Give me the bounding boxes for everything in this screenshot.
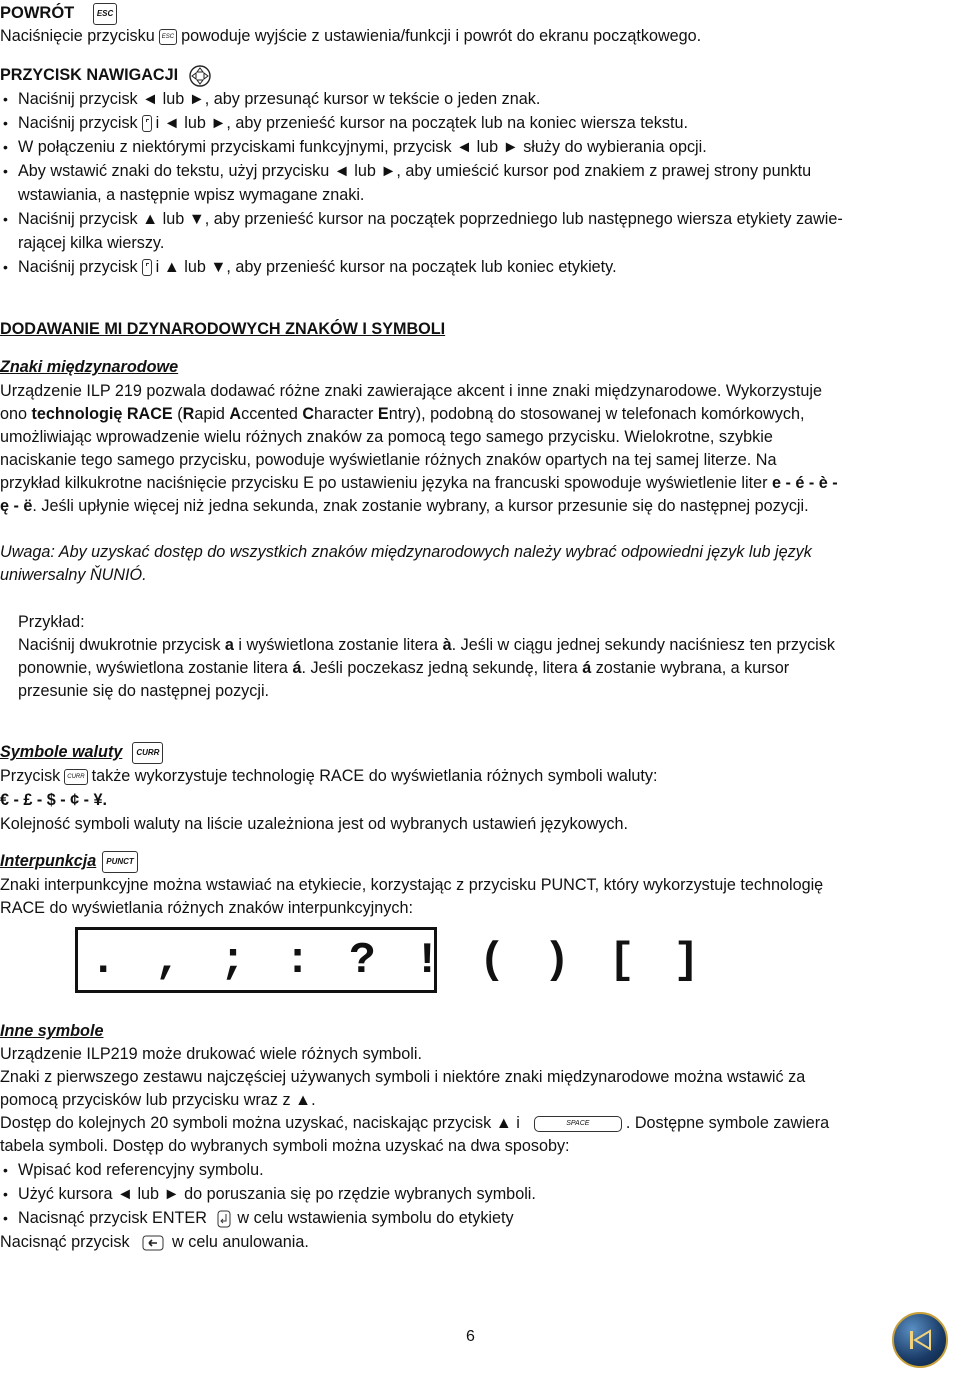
intl-p2-e: apid — [194, 405, 230, 423]
section-title-nav — [0, 64, 211, 87]
nav-bullet-5-cont: rającej kilka wierszy. — [18, 234, 165, 252]
symbols-b2-text: Użyć kursora ◄ lub ► do poruszania się po rzędzie wybranych symboli. — [18, 1185, 536, 1203]
symbols-line-2: Znaki z pierwszego zestawu najczęściej używanych symboli i niektóre znaki międzynarodowe można wstawić za — [0, 1068, 806, 1086]
intl-note-2: uniwersalny ŇUNIÓ. — [0, 566, 147, 584]
ex2-c: . Jeśli poczekasz jedną sekundę, litera — [301, 659, 583, 677]
intl-title: DODAWANIE MI DZYNARODOWYCH ZNAKÓW I SYMBOLI — [0, 320, 446, 338]
skip-back-icon — [906, 1326, 934, 1354]
punct-line-1: Znaki interpunkcyjne można wstawiać na etykiecie, korzystając z przycisku PUNCT, który wykorzystuje technologię — [0, 876, 824, 894]
intl-p2-g: ccented — [241, 405, 303, 423]
symbols-l6-b: w celu anulowania. — [172, 1233, 309, 1251]
punctuation-chars: . , ; : ? ! ( ) [ ] — [90, 936, 706, 986]
symbols-l4-b: . Dostępne symbole zawiera — [625, 1114, 830, 1132]
intl-p2-b: technologię RACE — [31, 405, 173, 423]
currency-title-row — [0, 741, 167, 764]
powrot-text-b: powoduje wyjście z ustawienia/funkcji i powrót do ekranu początkowego. — [181, 27, 702, 45]
symbols-b3-b: w celu wstawienia symbolu do etykiety — [237, 1209, 514, 1227]
ex1-c: i wyświetlona zostanie litera — [233, 636, 443, 654]
powrot-title: POWRÓT — [0, 4, 75, 22]
nav-bullet-2-text-a: Naciśnij przycisk — [18, 114, 138, 132]
shift-key-icon — [142, 259, 152, 276]
example-line-3: przesunie się do następnej pozycji. — [18, 682, 270, 700]
curr-key-icon: CURR — [132, 742, 163, 764]
example-line-2 — [18, 657, 789, 679]
nav-bullet-6-text-a: Naciśnij przycisk — [18, 258, 138, 276]
navigation-pad-icon — [189, 65, 211, 87]
nav-bullet-2: • Naciśnij przycisk i ◄ lub ►, aby przenieść kursor na początek lub na koniec wiersza tekstu. — [3, 114, 688, 132]
nav-bullet-4: • Aby wstawić znaki do tekstu, użyj przycisku ◄ lub ►, aby umieścić kursor pod znakiem z prawej strony punktu — [3, 162, 812, 180]
nav-bullet-5: • Naciśnij przycisk ▲ lub ▼, aby przenieść kursor na początek poprzedniego lub następnego wiersza etykiety zawie- — [3, 210, 843, 228]
intl-p2-c: ( — [172, 405, 183, 423]
symbols-b3-a: Nacisnąć przycisk ENTER — [18, 1209, 207, 1227]
punct-title-row — [0, 850, 142, 873]
punct-line-2: RACE do wyświetlania różnych znaków interpunkcyjnych: — [0, 899, 413, 917]
intl-p5 — [0, 472, 838, 494]
ex1-b: a — [224, 636, 234, 654]
currency-title: Symbole waluty — [0, 743, 123, 761]
ex1-e: . Jeśli w ciągu jednej sekundy naciśniesz ten przycisk — [451, 636, 835, 654]
nav-title: PRZYCISK NAWIGACJI — [0, 66, 179, 84]
nav-bullet-1: • Naciśnij przycisk ◄ lub ►, aby przesunąć kursor w tekście o jeden znak. — [3, 90, 541, 108]
punct-title: Interpunkcja — [0, 852, 97, 870]
ex2-a: ponownie, wyświetlona zostanie litera — [18, 659, 293, 677]
nav-bullet-1-text: Naciśnij przycisk ◄ lub ►, aby przesunąć kursor w tekście o jeden znak. — [18, 90, 541, 108]
intl-p5-b: e - é - è - — [771, 474, 838, 492]
punctuation-display — [75, 927, 706, 993]
nav-bullet-3-text: W połączeniu z niektórymi przyciskami funkcyjnymi, przycisk ◄ lub ► służy do wybierania opcji. — [18, 138, 707, 156]
esc-key-icon: ESC — [93, 3, 117, 25]
ex1-d: à — [442, 636, 452, 654]
intl-p4: naciskanie tego samego przycisku, powoduje wyświetlanie różnych znaków opartych na tej samej literze. Na — [0, 451, 777, 469]
intl-p2-k: ntry), podobną do stosowanej w telefonach komórkowych, — [388, 405, 805, 423]
delete-key-icon — [142, 1235, 164, 1251]
currency-l1-a: Przycisk — [0, 767, 61, 785]
space-key-icon: SPACE — [534, 1116, 622, 1132]
skip-back-button[interactable] — [892, 1312, 948, 1368]
intl-p1: Urządzenie ILP 219 pozwala dodawać różne znaki zawierające akcent i inne znaki międzynarodowe. Wykorzystuje — [0, 382, 822, 400]
symbols-line-6 — [0, 1231, 309, 1253]
intl-p5-a: przykład kilkukrotne naciśnięcie przycisku E po ustawieniu języka na francuski spowoduje wyświetlenie liter — [0, 474, 772, 492]
nav-bullet-6: • Naciśnij przycisk i ▲ lub ▼, aby przenieść kursor na początek lub koniec etykiety. — [3, 258, 617, 276]
enter-key-icon — [217, 1210, 231, 1228]
intl-p2-h: C — [302, 405, 315, 423]
symbols-line-5: tabela symboli. Dostęp do wybranych symboli można uzyskać na dwa sposoby: — [0, 1137, 570, 1155]
esc-key-icon: ESC — [159, 29, 177, 45]
intl-p2-i: haracter — [314, 405, 378, 423]
intl-p3: umożliwiając wprowadzenie wielu różnych znaków za pomocą tego samego przycisku. Wielokrotne, szybkie — [0, 428, 773, 446]
symbols-line-3: pomocą przycisków lub przycisku wraz z ▲. — [0, 1091, 316, 1109]
ex1-a: Naciśnij dwukrotnie przycisk — [18, 636, 225, 654]
powrot-text-a: Naciśnięcie przycisku — [0, 27, 155, 45]
page-number: 6 — [466, 1328, 475, 1345]
symbols-line-1: Urządzenie ILP219 może drukować wiele różnych symboli. — [0, 1045, 422, 1063]
intl-p2-f: A — [229, 405, 242, 423]
nav-bullet-4-cont: wstawiania, a następnie wpisz wymagane znaki. — [18, 186, 365, 204]
symbols-title: Inne symbole — [0, 1022, 104, 1040]
intl-p2-d: R — [182, 405, 195, 423]
intl-p2-a: ono — [0, 405, 32, 423]
curr-key-icon: CURR — [64, 769, 87, 785]
symbols-line-4 — [0, 1112, 829, 1134]
intl-p2 — [0, 403, 804, 425]
nav-bullet-3: • W połączeniu z niektórymi przyciskami funkcyjnymi, przycisk ◄ lub ► służy do wybierania opcji. — [3, 138, 707, 156]
intl-p2-j: E — [377, 405, 389, 423]
ex2-d: á — [582, 659, 592, 677]
symbols-l4-a: Dostęp do kolejnych 20 symboli można uzyskać, naciskając przycisk ▲ i — [0, 1114, 520, 1132]
intl-p6 — [0, 495, 809, 517]
currency-l1-b: także wykorzystuje technologię RACE do wyświetlania różnych symboli waluty: — [91, 767, 658, 785]
punct-key-icon: PUNCT — [102, 851, 138, 873]
nav-bullet-5-text-a: Naciśnij przycisk ▲ lub ▼, aby przenieść kursor na początek poprzedniego lub następnego wiersza etykiety zawie- — [18, 210, 843, 228]
symbols-l6-a: Nacisnąć przycisk — [0, 1233, 130, 1251]
intl-subtitle: Znaki międzynarodowe — [0, 358, 179, 376]
intl-p6-a: ę - ë — [0, 497, 33, 515]
ex2-e: zostanie wybrana, a kursor — [591, 659, 790, 677]
nav-bullet-6-text-b: i ▲ lub ▼, aby przenieść kursor na początek lub koniec etykiety. — [155, 258, 617, 276]
symbols-bullet-1: • Wpisać kod referencyjny symbolu. — [3, 1161, 264, 1179]
example-title: Przykład: — [18, 613, 85, 631]
section-title-powrot — [0, 2, 121, 25]
nav-bullet-4-text-a: Aby wstawić znaki do tekstu, użyj przycisku ◄ lub ►, aby umieścić kursor pod znakiem z prawej strony punktu — [18, 162, 812, 180]
shift-key-icon — [142, 115, 152, 132]
symbols-bullet-2: • Użyć kursora ◄ lub ► do poruszania się po rzędzie wybranych symboli. — [3, 1185, 536, 1203]
currency-line-3: Kolejność symboli waluty na liście uzależniona jest od wybranych ustawień językowych. — [0, 815, 629, 833]
example-line-1 — [18, 634, 835, 656]
currency-symbols: € - £ - $ - ¢ - ¥. — [0, 791, 108, 809]
ex2-b: á — [292, 659, 302, 677]
intl-note-1: Uwaga: Aby uzyskać dostęp do wszystkich znaków międzynarodowych należy wybrać odpowiedni język lub język — [0, 543, 812, 561]
intl-p6-b: . Jeśli upłynie więcej niż jedna sekunda, znak zostanie wybrany, a kursor przesunie się do następnej pozycji. — [32, 497, 809, 515]
symbols-bullet-3: • Nacisnąć przycisk ENTER w celu wstawienia symbolu do etykiety — [3, 1209, 514, 1227]
currency-line-1 — [0, 765, 658, 787]
symbols-b1-text: Wpisać kod referencyjny symbolu. — [18, 1161, 264, 1179]
powrot-text — [0, 25, 701, 47]
nav-bullet-2-text-b: i ◄ lub ►, aby przenieść kursor na początek lub na koniec wiersza tekstu. — [155, 114, 688, 132]
